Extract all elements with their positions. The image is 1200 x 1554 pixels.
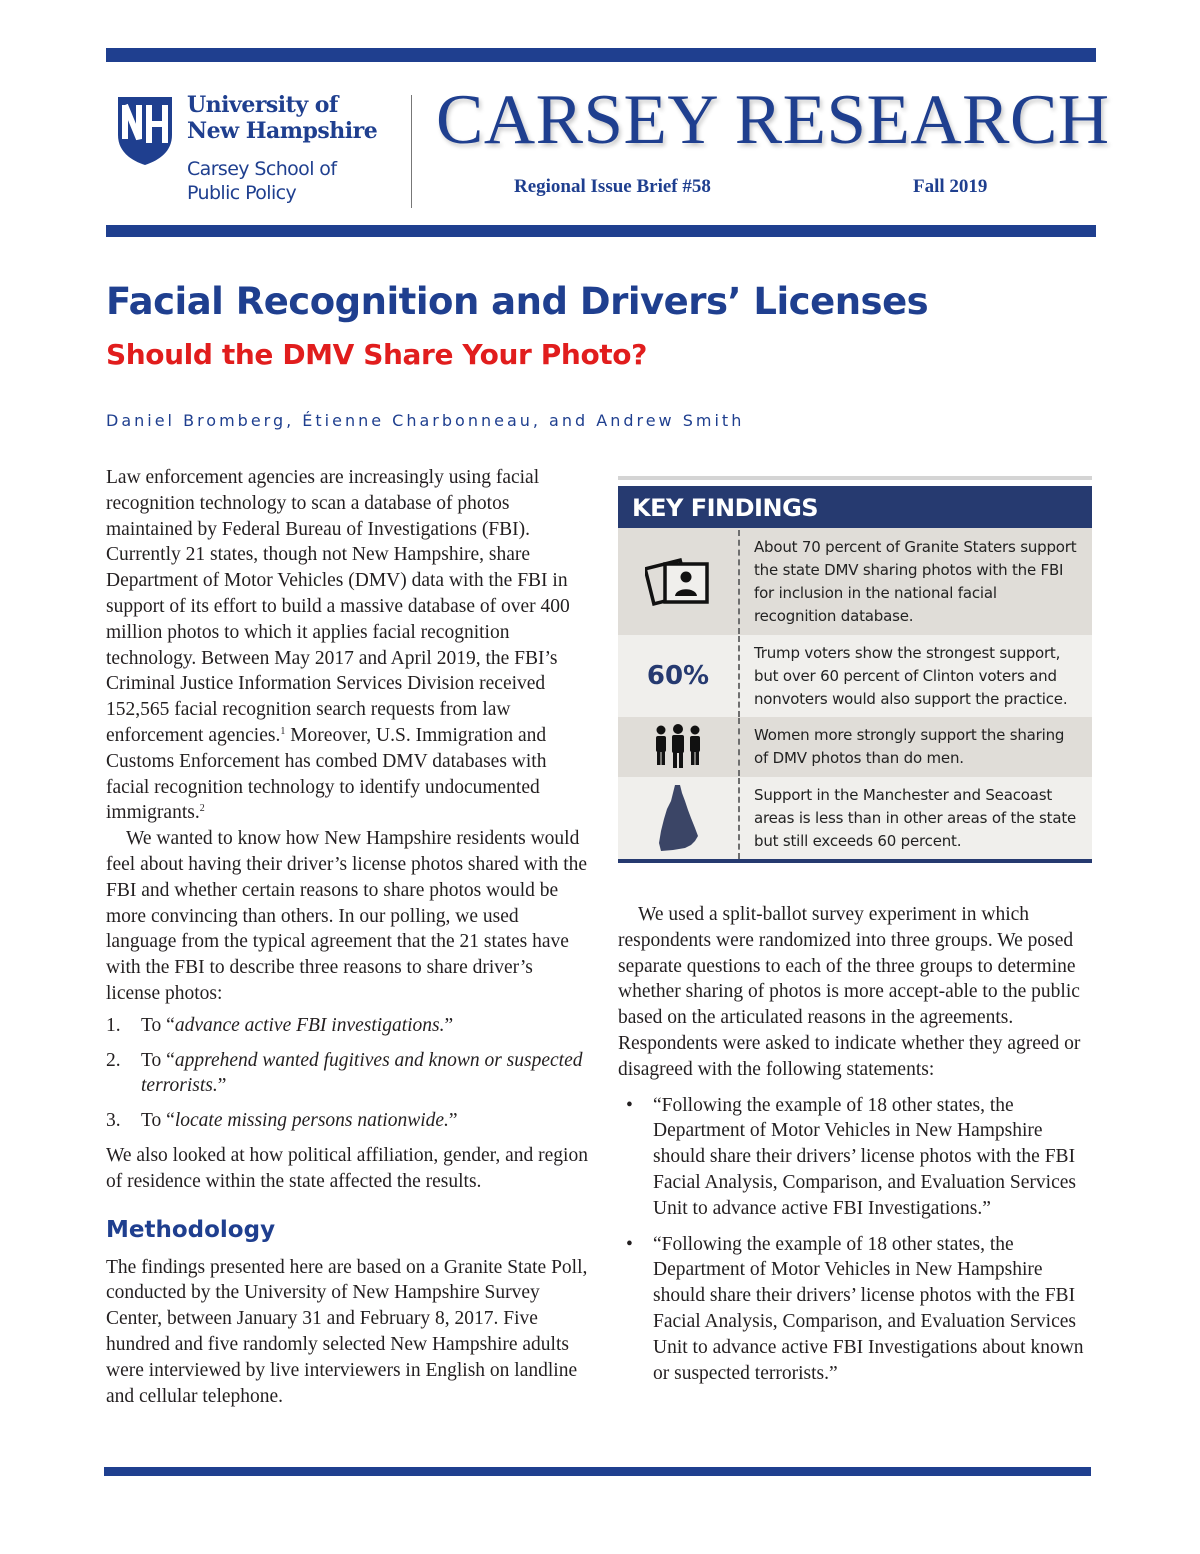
school-name-line1: Carsey School of: [187, 158, 337, 180]
question-paragraph: We wanted to know how New Hampshire residents would feel about having their driver’s license photos shared with the FBI and whether certain reasons to share photos would be more convincing than others. In our polling, we used language from the typical agreement that the 21 states have with the FBI to describe three reasons to share driver’s license photos:: [106, 828, 588, 1004]
people-icon: [652, 724, 704, 770]
list-item: 1. To “advance active FBI investigations.”: [106, 1014, 454, 1036]
bottom-rule: [104, 1467, 1091, 1476]
key-findings-header: KEY FINDINGS: [618, 486, 1092, 528]
photo-id-icon: [645, 556, 711, 608]
reasons-list: [106, 1013, 591, 1134]
finding-row: [618, 528, 1092, 635]
issue-date: Fall 2019: [913, 176, 988, 197]
list-item: • “Following the example of 18 other states, the Department of Motor Vehicles in New Hampshire should share their drivers’ license photos with the FBI Facial Analysis, Comparison, and Evaluation Services Unit to advance active FBI Investigations.”: [618, 1093, 1096, 1222]
statements-list: [618, 1093, 1096, 1387]
authors-line: Daniel Bromberg, Étienne Charbonneau, and Andrew Smith: [106, 411, 745, 430]
unh-shield-logo: [116, 95, 174, 167]
university-name: [187, 92, 377, 144]
methodology-paragraph: The findings presented here are based on a Granite State Poll, conducted by the University of New Hampshire Survey Center, between January 31 and February 8, 2017. Five hundred and five randomly selected New Hampshire adults were interviewed by live interviewers in English on landline and cellular telephone.: [106, 1256, 588, 1407]
list-item: 3. To “locate missing persons nationwide.”: [106, 1110, 458, 1132]
publication-title: CARSEY RESEARCH: [436, 81, 1110, 159]
list-item: 2. To “apprehend wanted fugitives and known or suspected terrorists.”: [106, 1049, 583, 1097]
finding-text: About 70 percent of Granite Staters support the state DMV sharing photos with the FBI for inclusion in the national facial recognition database.: [738, 530, 1092, 634]
intro-paragraph: Law enforcement agencies are increasingly using facial recognition technology to scan a database of photos maintained by Federal Bureau of Investigations (FBI). Currently 21 states, though not New Hampshire, share Department of Motor Vehicles (DMV) data with the FBI in support of its effort to build a massive database of over 400 million photos to which it applies facial recognition technology. Between May 2017 and April 2019, the FBI’s Criminal Justice Information Services Division received 152,565 facial recognition search requests from law enforcement agencies.$^1$ Moreover, U.S. Immigration and Customs Enforcement has combed DMV databases with facial recognition technology to identify undocumented immigrants.$^2$: [106, 467, 570, 824]
list-item: • “Following the example of 18 other states, the Department of Motor Vehicles in New Hampshire should share their drivers’ license photos with the FBI Facial Analysis, Comparison, and Evaluation Services Unit to advance active FBI Investigations about known or suspected terrorists.”: [618, 1232, 1096, 1387]
bullet: •: [626, 1233, 633, 1255]
article-subtitle: Should the DMV Share Your Photo?: [106, 338, 647, 371]
article-title: Facial Recognition and Drivers’ Licenses: [106, 280, 929, 323]
school-name-line2: Public Policy: [187, 182, 297, 204]
finding-text: Trump voters show the strongest support, but over 60 percent of Clinton voters and nonvoters would also support the practice.: [738, 636, 1092, 717]
finding-text: Support in the Manchester and Seacoast areas is less than in other areas of the state but still exceeds 60 percent.: [738, 778, 1092, 859]
method-paragraph: We used a split-ballot survey experiment in which respondents were randomized into three groups. We posed separate questions to each of the three groups to determine whether sharing of photos is more accept-able to the public based on the articulated reasons in the agreements. Respondents were asked to indicate whether they agreed or disagreed with the following statements:: [618, 904, 1081, 1080]
methodology-heading: Methodology: [106, 1216, 276, 1243]
key-findings-top-rule: [618, 476, 1092, 480]
new-hampshire-map-icon: [655, 783, 701, 853]
finding-row: [618, 777, 1092, 859]
university-name-line2: New Hampshire: [187, 118, 378, 144]
factors-paragraph: We also looked at how political affiliation, gender, and region of residence within the state affected the results.: [106, 1144, 588, 1192]
issue-label: Regional Issue Brief #58: [514, 176, 711, 197]
school-name: [187, 157, 336, 205]
right-column: [618, 902, 1096, 1396]
sixty-percent-stat: 60%: [646, 661, 710, 691]
footnote-ref-2: 2: [199, 803, 205, 815]
left-column: [106, 465, 591, 1409]
masthead-divider: [411, 95, 412, 208]
masthead-rule: [106, 225, 1096, 237]
footnote-ref-1: 1: [280, 725, 286, 737]
key-findings-box: [618, 476, 1092, 863]
finding-row: [618, 717, 1092, 777]
key-findings-bottom-rule: [618, 859, 1092, 863]
bullet: •: [626, 1094, 633, 1116]
finding-text: Women more strongly support the sharing of DMV photos than do men.: [738, 718, 1092, 776]
finding-row: [618, 635, 1092, 717]
top-rule: [106, 48, 1096, 62]
university-name-line1: University of: [187, 92, 338, 118]
